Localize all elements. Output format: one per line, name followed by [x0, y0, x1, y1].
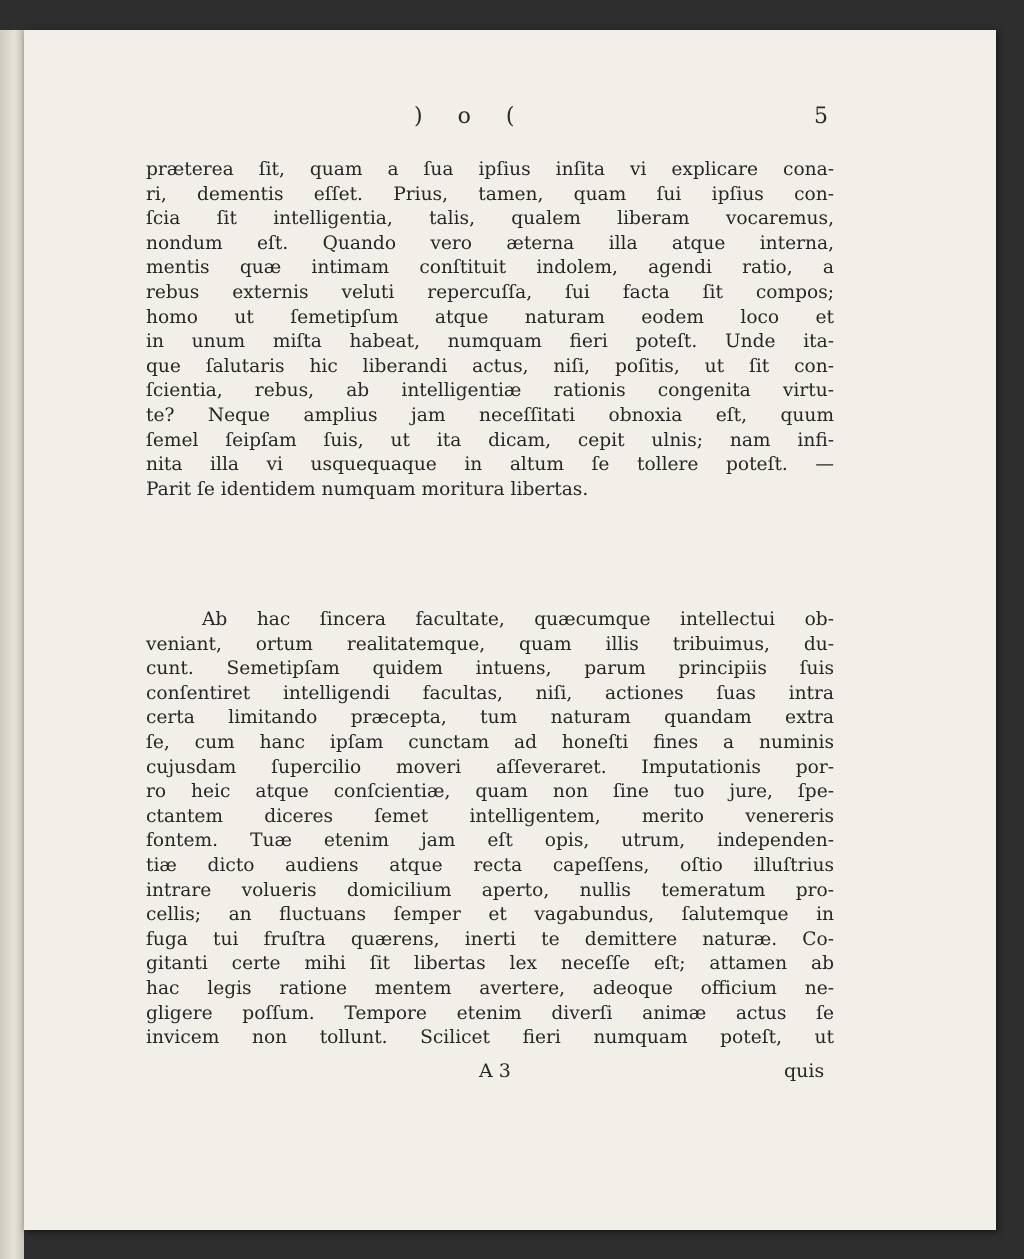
book-page: [24, 30, 996, 1230]
text-line: ſemel ſeipſam ſuis, ut ita dicam, cepit ulnis; nam infi-: [146, 429, 834, 451]
paragraph-2: [146, 608, 834, 1051]
text-line: cujusdam ſupercilio moveri aſſeveraret. Imputationis por-: [146, 756, 834, 778]
text-line: ſe, cum hanc ipſam cunctam ad honeſti fines a numinis: [146, 731, 834, 753]
text-line: rebus externis veluti repercuſſa, ſui facta ſit compos;: [146, 281, 834, 303]
text-line: ri, dementis eſſet. Prius, tamen, quam ſui ipſius con-: [146, 183, 834, 205]
text-line: Ab hac ſincera facultate, quæcumque intellectui ob-: [202, 609, 834, 630]
text-line: Parit ſe identidem numquam moritura libertas.: [146, 478, 589, 500]
text-line: veniant, ortum realitatemque, quam illis tribuimus, du-: [146, 633, 834, 655]
text-line: nita illa vi usquequaque in altum ſe tollere poteſt. —: [146, 454, 834, 476]
previous-page-edge: [0, 30, 24, 1259]
paragraph-1: [146, 158, 834, 502]
text-line: nondum eſt. Quando vero æterna illa atque interna,: [146, 232, 834, 254]
text-line: ctantem diceres ſemet intelligentem, merito venereris: [146, 805, 834, 827]
text-line: invicem non tollunt. Scilicet fieri numquam poteſt, ut: [146, 1027, 834, 1049]
page-number: 5: [814, 104, 828, 129]
text-line: hac legis ratione mentem avertere, adeoque officium ne-: [146, 977, 834, 999]
text-line: ro heic atque conſcientiæ, quam non ſine tuo jure, ſpe-: [146, 781, 834, 803]
page-header: [24, 104, 996, 144]
text-line: certa limitando præcepta, tum naturam quandam extra: [146, 707, 834, 729]
text-line: præterea ſit, quam a ſua ipſius inſita vi explicare cona-: [146, 159, 834, 180]
text-line: cunt. Semetipſam quidem intuens, parum principiis ſuis: [146, 658, 834, 680]
text-line: ſcia ſit intelligentia, talis, qualem liberam vocaremus,: [146, 208, 834, 230]
text-line: ſcientia, rebus, ab intelligentiæ rationis congenita virtu-: [146, 380, 834, 402]
text-line: in unum miſta habeat, numquam fieri poteſt. Unde ita-: [146, 331, 834, 353]
signature-mark: A 3: [479, 1060, 511, 1082]
text-line: intrare volueris domicilium aperto, nullis temeratum pro-: [146, 879, 834, 901]
catchword: quis: [784, 1060, 825, 1082]
running-head: ) o (: [414, 104, 529, 129]
text-line: fuga tui fruſtra quærens, inerti te demittere naturæ. Co-: [146, 928, 834, 950]
text-line: gligere poſſum. Tempore etenim diverſi animæ actus ſe: [146, 1002, 834, 1024]
text-line: te? Neque amplius jam neceſſitati obnoxia eſt, quum: [146, 404, 834, 426]
text-line: tiæ dicto audiens atque recta capeſſens, oſtio illuſtrius: [146, 854, 834, 876]
text-line: homo ut ſemetipſum atque naturam eodem loco et: [146, 306, 834, 328]
text-line: conſentiret intelligendi facultas, niſi, actiones ſuas intra: [146, 682, 834, 704]
text-line: mentis quæ intimam conſtituit indolem, agendi ratio, a: [146, 257, 834, 279]
page-footer: [24, 1060, 996, 1090]
text-line: gitanti certe mihi ſit libertas lex neceſſe eſt; attamen ab: [146, 953, 834, 975]
text-line: cellis; an fluctuans ſemper et vagabundus, ſalutemque in: [146, 904, 834, 926]
text-line: que ſalutaris hic liberandi actus, niſi, poſitis, ut ſit con-: [146, 355, 834, 377]
text-line: fontem. Tuæ etenim jam eſt opis, utrum, independen-: [146, 830, 834, 852]
